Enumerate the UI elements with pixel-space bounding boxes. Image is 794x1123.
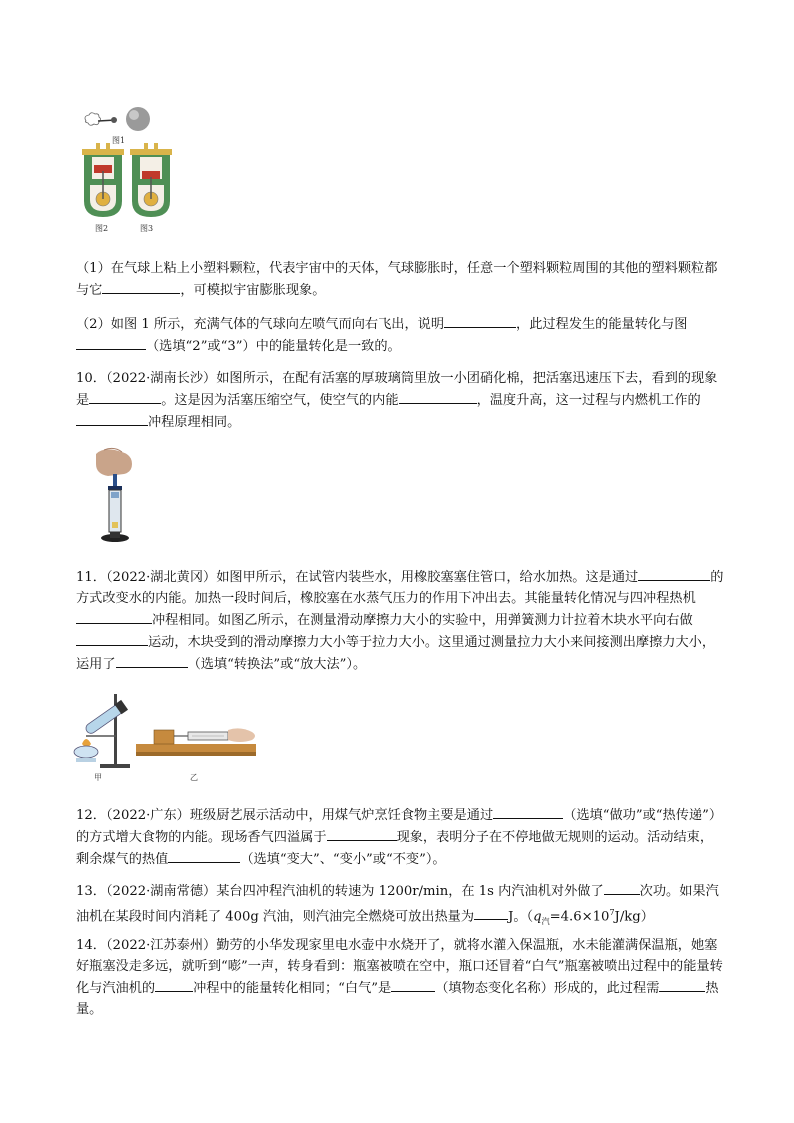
answer-blank[interactable] (327, 826, 397, 841)
piston-cylinder-illustration (90, 446, 142, 550)
q9-p1-text-b: ，可模拟宇宙膨胀现象。 (180, 283, 326, 298)
q14-text-b: 冲程中的能量转化相同；“白气”是 (193, 981, 392, 996)
q9-part2 (76, 313, 724, 357)
q10-text-b: 。这是因为活塞压缩空气，使空气的内能 (161, 393, 399, 408)
jia-yi-illustration (70, 684, 270, 782)
question-12 (76, 804, 724, 870)
question-11 (76, 566, 724, 675)
q13-symbol-sub: 汽 (541, 917, 550, 927)
q13-text-d: =4.6×10 (549, 909, 610, 925)
answer-blank[interactable] (76, 411, 148, 426)
answer-blank[interactable] (474, 905, 508, 920)
answer-blank[interactable] (659, 977, 705, 992)
answer-blank[interactable] (116, 653, 188, 668)
answer-blank[interactable] (604, 880, 640, 895)
figure-piston-cylinder (90, 446, 142, 550)
fig3-caption: 图3 (140, 224, 154, 233)
q11-text-b: 的方式改变水的内能。加热一段时间后，橡胶塞在水蒸气压力的作用下冲出去。其能量转化情况与四冲程热机 (76, 570, 724, 606)
answer-blank[interactable] (76, 631, 148, 646)
q11-text-d: 运动，木块受到的滑动摩擦力大小等于拉力大小。这里通过测量拉力大小来间接测出摩擦力大小，运用了 (76, 635, 716, 672)
q12-text-b: （选填“做功”或“热传递”）的方式增大食物的内能。现场香气四溢属于 (76, 808, 723, 845)
q9-part1 (76, 258, 724, 301)
q9-p2-text-a: （2）如图 1 所示，充满气体的气球向左喷气而向右飞出，说明 (76, 317, 445, 332)
question-14 (76, 935, 724, 1020)
answer-blank[interactable] (76, 335, 146, 350)
q12-text-a: 12．（2022·广东）班级厨艺展示活动中，用煤气炉烹饪食物主要是通过 (76, 808, 494, 823)
figure-balloon-engines (78, 105, 178, 235)
fig2-caption: 图2 (95, 224, 109, 233)
answer-blank[interactable] (493, 804, 563, 819)
yi-caption: 乙 (190, 773, 198, 782)
q13-symbol-q: q (533, 909, 542, 925)
q14-text-c: （填物态变化名称）形成的，此过程需 (435, 981, 660, 996)
answer-blank[interactable] (399, 389, 477, 404)
answer-blank[interactable] (638, 566, 710, 581)
figure-jia-yi (70, 684, 270, 782)
q14-text-d: 热量。 (76, 981, 719, 1017)
balloon-engine-illustration (78, 105, 178, 235)
fig1-caption: 图1 (112, 136, 126, 145)
answer-blank[interactable] (89, 389, 161, 404)
jia-caption: 甲 (94, 773, 102, 782)
q13-text-c: J。（ (508, 909, 534, 925)
q10-text-c: ，温度升高，这一过程与内燃机工作的 (476, 393, 701, 408)
q10-text-a: 10．（2022·湖南长沙）如图所示，在配有活塞的厚玻璃筒里放一小团硝化棉，把活塞迅速压下去，看到的现象是 (76, 371, 718, 408)
question-13 (76, 880, 724, 932)
q11-text-e: （选填“转换法”或“放大法”）。 (187, 657, 367, 672)
q13-text-e: J/kg） (614, 909, 654, 925)
answer-blank[interactable] (102, 279, 180, 294)
answer-blank[interactable] (391, 977, 435, 992)
answer-blank[interactable] (444, 313, 516, 328)
q9-p1-text-a: （1）在气球上粘上小塑料颗粒，代表宇宙中的天体，气球膨胀时，任意一个塑料颗粒周围的其他的塑料颗粒都与它 (76, 261, 718, 298)
answer-blank[interactable] (168, 848, 240, 863)
q9-p2-text-c: （选填“2”或“3”）中的能量转化是一致的。 (146, 339, 401, 354)
q10-text-d: 冲程原理相同。 (148, 415, 241, 430)
answer-blank[interactable] (155, 977, 193, 992)
q13-exponent: 7 (609, 908, 615, 917)
q13-text-a: 13．（2022·湖南常德）某台四冲程汽油机的转速为 1200r/min，在 1s 内汽油机对外做了 (76, 884, 604, 899)
question-10 (76, 368, 724, 433)
q11-text-c: 冲程相同。如图乙所示，在测量滑动摩擦力大小的实验中，用弹簧测力计拉着木块水平向右做 (152, 613, 693, 628)
q12-text-d: （选填“变大”、“变小”或“不变”）。 (240, 852, 446, 867)
q12-text-c: 现象，表明分子在不停地做无规则的运动。活动结束，剩余煤气的热值 (76, 830, 714, 867)
q9-p2-text-b: ，此过程发生的能量转化与图 (516, 317, 688, 332)
answer-blank[interactable] (76, 609, 152, 624)
q11-text-a: 11．（2022·湖北黄冈）如图甲所示，在试管内装些水，用橡胶塞塞住管口，给水加热。这是通过 (76, 570, 639, 585)
q13-text-b: 次功。如果汽油机在某段时间内消耗了 400g 汽油，则汽油完全燃烧可放出热量为 (76, 884, 719, 925)
q14-text-a: 14．（2022·江苏泰州）勤劳的小华发现家里电水壶中水烧开了，就将水灌入保温瓶，水未能灌满保温瓶，她塞好瓶塞没走多远，就听到“嘭”一声，转身看到：瓶塞被喷在空中，瓶口还冒着“白气”瓶塞被喷出过程中的能量转化与汽油机的 (76, 938, 723, 996)
